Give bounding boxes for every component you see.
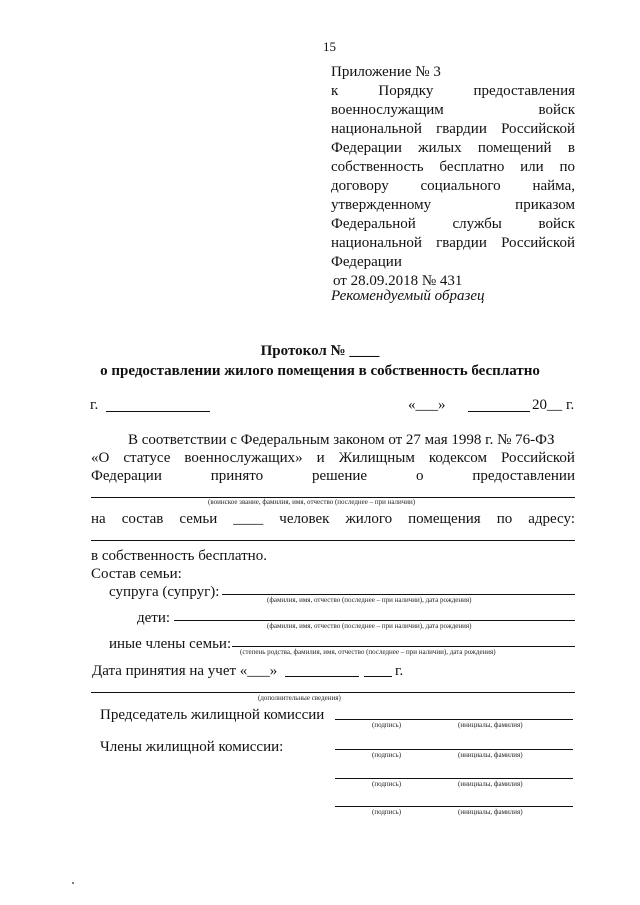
word: утвержденному	[331, 197, 432, 213]
word: Федерации	[331, 140, 402, 156]
date-day: «___»	[408, 397, 446, 413]
word: Российской	[501, 121, 575, 137]
word: национальной	[331, 235, 422, 251]
word: помещений	[477, 140, 552, 156]
spouse-hint: (фамилия, имя, отчество (последнее – при наличии), дата рождения)	[267, 596, 472, 604]
word: помещения	[408, 511, 481, 527]
date-year: 20__	[532, 397, 562, 413]
word: национальной	[331, 121, 422, 137]
word: «О	[91, 450, 110, 466]
appendix-line	[331, 177, 575, 196]
word: Порядку	[378, 83, 434, 99]
appendix-title: Приложение № 3	[331, 64, 441, 80]
children-field[interactable]	[174, 620, 575, 621]
word: на	[91, 511, 106, 527]
date-month-field[interactable]	[468, 411, 530, 412]
word: приказом	[515, 197, 575, 213]
appendix-line	[331, 196, 575, 215]
word: найма,	[532, 178, 575, 194]
body-line-5: в собственность бесплатно.	[91, 548, 267, 564]
appendix-lines	[331, 82, 575, 253]
signature-hint: (подпись)	[372, 721, 402, 729]
others-label: иные члены семьи:	[109, 636, 232, 652]
appendix-date: от 28.09.2018 № 431	[333, 273, 463, 289]
word: договору	[331, 178, 389, 194]
children-label: дети:	[137, 610, 171, 626]
word: ____	[233, 511, 264, 527]
word: бесплатно	[439, 159, 505, 175]
scan-speck	[72, 882, 74, 884]
registration-suffix: г.	[395, 663, 404, 679]
word: к	[331, 83, 339, 99]
family-heading: Состав семьи:	[91, 566, 182, 582]
appendix-line	[331, 120, 575, 139]
registration-month-field[interactable]	[285, 676, 359, 677]
signature-hint: (подпись)	[372, 751, 402, 759]
appendix-line	[331, 215, 575, 234]
word: гвардии	[436, 121, 487, 137]
appendix-line	[331, 158, 575, 177]
address-field[interactable]	[91, 540, 575, 541]
members-label: Члены жилищной комиссии:	[100, 739, 284, 755]
name-hint: (инициалы, фамилия)	[458, 808, 523, 816]
word: о	[415, 468, 424, 484]
word: статусе	[123, 450, 171, 466]
word: гвардии	[436, 235, 487, 251]
appendix-line	[331, 82, 575, 101]
word: и	[316, 450, 325, 466]
protocol-subtitle: о предоставлении жилого помещения в собственность бесплатно	[100, 363, 540, 379]
word: военнослужащих»	[184, 450, 303, 466]
signature-line[interactable]	[335, 719, 573, 720]
word: Российской	[501, 235, 575, 251]
word: Жилищным	[338, 450, 415, 466]
appendix-last-line: Федерации	[331, 254, 402, 270]
word: состав	[121, 511, 164, 527]
signature-hint: (подпись)	[372, 808, 402, 816]
word: войск	[538, 216, 575, 232]
person-hint: (воинское звание, фамилия, имя, отчество (последнее – при наличии)	[208, 498, 416, 506]
word: или	[520, 159, 544, 175]
body-line-4	[91, 510, 575, 528]
registration-year-field[interactable]	[364, 676, 392, 677]
city-prefix: г.	[90, 397, 99, 413]
name-hint: (инициалы, фамилия)	[458, 721, 523, 729]
word: по	[559, 159, 575, 175]
spouse-label: супруга (супруг):	[109, 584, 220, 600]
signature-hint: (подпись)	[372, 780, 402, 788]
word: по	[496, 511, 513, 527]
appendix-line	[331, 101, 575, 120]
city-field[interactable]	[106, 411, 210, 412]
extra-field[interactable]	[91, 692, 575, 693]
word: решение	[311, 468, 368, 484]
word: жилого	[345, 511, 393, 527]
word: Федеральной	[331, 216, 416, 232]
body-line-2	[91, 449, 575, 467]
word: войск	[538, 102, 575, 118]
recommended-sample: Рекомендуемый образец	[331, 288, 485, 304]
appendix-block	[331, 63, 575, 291]
appendix-line	[331, 234, 575, 253]
word: кодексом	[428, 450, 488, 466]
page-number: 15	[323, 39, 336, 54]
name-hint: (инициалы, фамилия)	[458, 780, 523, 788]
word: жилых	[418, 140, 462, 156]
word: службы	[452, 216, 502, 232]
word: Федерации	[91, 468, 162, 484]
chairman-label: Председатель жилищной комиссии	[100, 707, 325, 723]
signature-line[interactable]	[335, 749, 573, 750]
word: принято	[210, 468, 264, 484]
registration-label: Дата принятия на учет «___»	[92, 663, 278, 679]
word: военнослужащим	[331, 102, 444, 118]
appendix-line	[331, 139, 575, 158]
word: предоставлении	[472, 468, 575, 484]
extra-hint: (дополнительные сведения)	[258, 694, 341, 702]
signature-line[interactable]	[335, 806, 573, 807]
word: человек	[279, 511, 330, 527]
word: Российской	[501, 450, 575, 466]
date-suffix: г.	[566, 397, 575, 413]
word: собственность	[331, 159, 424, 175]
name-hint: (инициалы, фамилия)	[458, 751, 523, 759]
word: предоставления	[473, 83, 575, 99]
signature-line[interactable]	[335, 778, 573, 779]
word: в	[567, 140, 575, 156]
spouse-field[interactable]	[222, 594, 575, 595]
children-hint: (фамилия, имя, отчество (последнее – при наличии), дата рождения)	[267, 622, 472, 630]
word: социального	[420, 178, 501, 194]
body-line-3	[91, 467, 575, 485]
others-field[interactable]	[232, 646, 575, 647]
protocol-title: Протокол № ____	[260, 343, 380, 359]
word: семьи	[179, 511, 218, 527]
body-line-1: В соответствии с Федеральным законом от 27 мая 1998 г. № 76-ФЗ	[128, 432, 555, 448]
word: адресу:	[528, 511, 575, 527]
others-hint: (степень родства, фамилия, имя, отчество (последнее – при наличии), дата рождения)	[240, 648, 496, 656]
